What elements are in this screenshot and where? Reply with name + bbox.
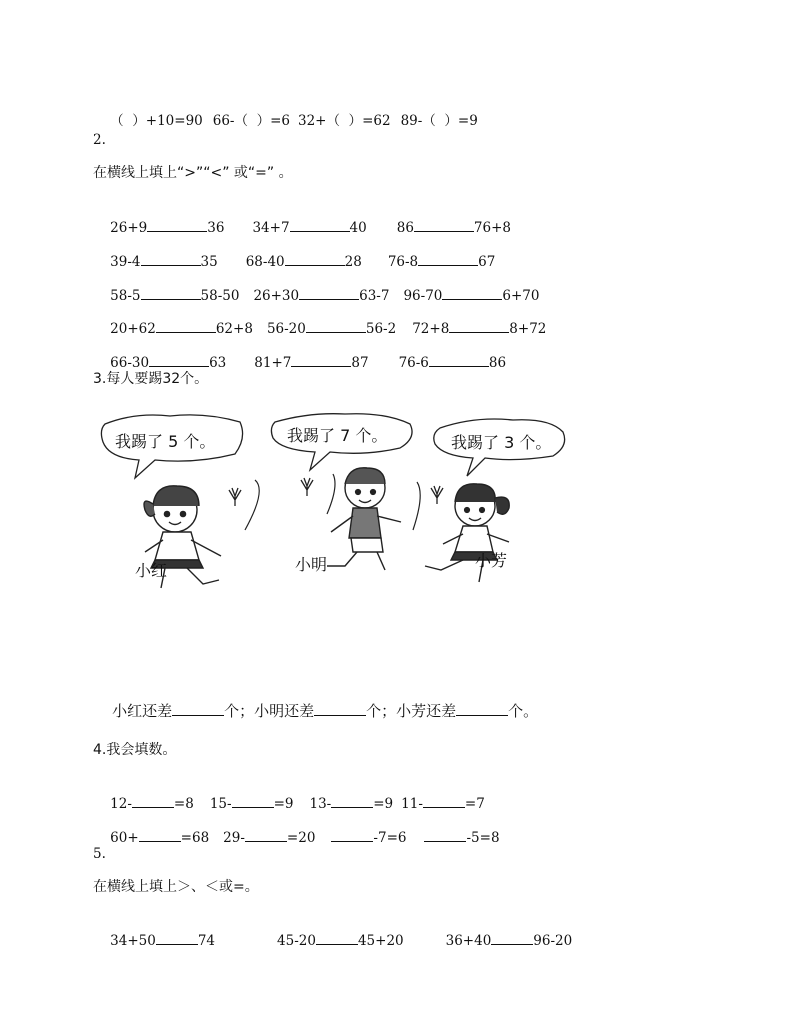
name-label-xiaohong: 小红 bbox=[135, 561, 168, 580]
answer-blank[interactable] bbox=[172, 703, 224, 716]
q1-item-3: 32+（ ）=62 bbox=[297, 113, 391, 129]
speech-bubble-1 bbox=[101, 415, 242, 478]
answer-blank[interactable] bbox=[442, 287, 502, 300]
q2-row-5: 66-30 63 81+7 87 76-6 86 bbox=[110, 355, 507, 371]
answer-blank[interactable] bbox=[139, 829, 181, 842]
answer-blank[interactable] bbox=[232, 795, 274, 808]
answer-blank[interactable] bbox=[149, 354, 209, 367]
answer-blank[interactable] bbox=[306, 320, 366, 333]
answer-blank[interactable] bbox=[316, 932, 358, 945]
answer-blank[interactable] bbox=[156, 320, 216, 333]
name-label-xiaoming: 小明 bbox=[295, 555, 328, 574]
q2-row-4: 20+62 62+8 56-20 56-2 72+8 8+72 bbox=[110, 321, 547, 337]
q1-row bbox=[93, 94, 478, 148]
name-label-xiaofang: 小芳 bbox=[475, 551, 508, 570]
q2-number: 2. bbox=[93, 132, 106, 148]
child-xiaoming-figure bbox=[327, 468, 401, 570]
speech-bubble-2 bbox=[271, 414, 412, 470]
answer-blank[interactable] bbox=[314, 703, 366, 716]
q1-item-4: 89-（ ）=9 bbox=[400, 113, 478, 129]
answer-blank[interactable] bbox=[132, 795, 174, 808]
q3-answer-line: 小红还差 个；小明还差 个；小芳还差 个。 bbox=[112, 702, 539, 720]
q4-row-2: 60+ =68 29- =20 -7=6 -5=8 bbox=[110, 830, 500, 846]
answer-blank[interactable] bbox=[290, 219, 350, 232]
answer-blank[interactable] bbox=[424, 829, 466, 842]
q3-title: 3.每人要踢32个。 bbox=[93, 371, 209, 387]
bubble-text-1: 我踢了 5 个。 bbox=[115, 432, 216, 451]
shuttlecock-icon bbox=[229, 488, 241, 506]
answer-blank[interactable] bbox=[245, 829, 287, 842]
answer-blank[interactable] bbox=[491, 932, 533, 945]
bubble-text-3: 我踢了 3 个。 bbox=[451, 433, 552, 452]
q2-instruction: 在横线上填上“>”“<” 或“=” 。 bbox=[93, 165, 293, 181]
q2-row-2: 39-4 35 68-40 28 76-8 67 bbox=[110, 254, 496, 270]
answer-blank[interactable] bbox=[456, 703, 508, 716]
speech-bubble-3 bbox=[434, 419, 565, 476]
answer-blank[interactable] bbox=[418, 253, 478, 266]
answer-blank[interactable] bbox=[141, 287, 201, 300]
q1-item-1: （ ）+10=90 bbox=[110, 113, 203, 129]
answer-blank[interactable] bbox=[429, 354, 489, 367]
answer-blank[interactable] bbox=[147, 219, 207, 232]
answer-blank[interactable] bbox=[331, 829, 373, 842]
q5-instruction: 在横线上填上＞、＜或=。 bbox=[93, 879, 259, 895]
q5-number: 5. bbox=[93, 846, 106, 862]
shuttlecock-icon bbox=[301, 478, 313, 496]
answer-blank[interactable] bbox=[156, 932, 198, 945]
q1-item-2: 66-（ ）=6 bbox=[212, 113, 290, 129]
answer-blank[interactable] bbox=[423, 795, 465, 808]
answer-blank[interactable] bbox=[449, 320, 509, 333]
kicking-shuttlecock-illustration bbox=[95, 410, 575, 600]
shuttlecock-icon bbox=[431, 486, 443, 504]
answer-blank[interactable] bbox=[141, 253, 201, 266]
q2-row-3: 58-5 58-50 26+30 63-7 96-70 6+70 bbox=[110, 288, 540, 304]
answer-blank[interactable] bbox=[331, 795, 373, 808]
q2-row-1: 26+9 36 34+7 40 86 76+8 bbox=[110, 220, 512, 236]
answer-blank[interactable] bbox=[285, 253, 345, 266]
answer-blank[interactable] bbox=[414, 219, 474, 232]
answer-blank[interactable] bbox=[291, 354, 351, 367]
bubble-text-2: 我踢了 7 个。 bbox=[287, 426, 388, 445]
q5-row: 34+50 74 45-20 45+20 36+40 96-20 bbox=[110, 933, 573, 949]
answer-blank[interactable] bbox=[299, 287, 359, 300]
q4-title: 4.我会填数。 bbox=[93, 742, 177, 758]
q4-row-1: 12- =8 15- =9 13- =9 11- =7 bbox=[110, 796, 485, 812]
